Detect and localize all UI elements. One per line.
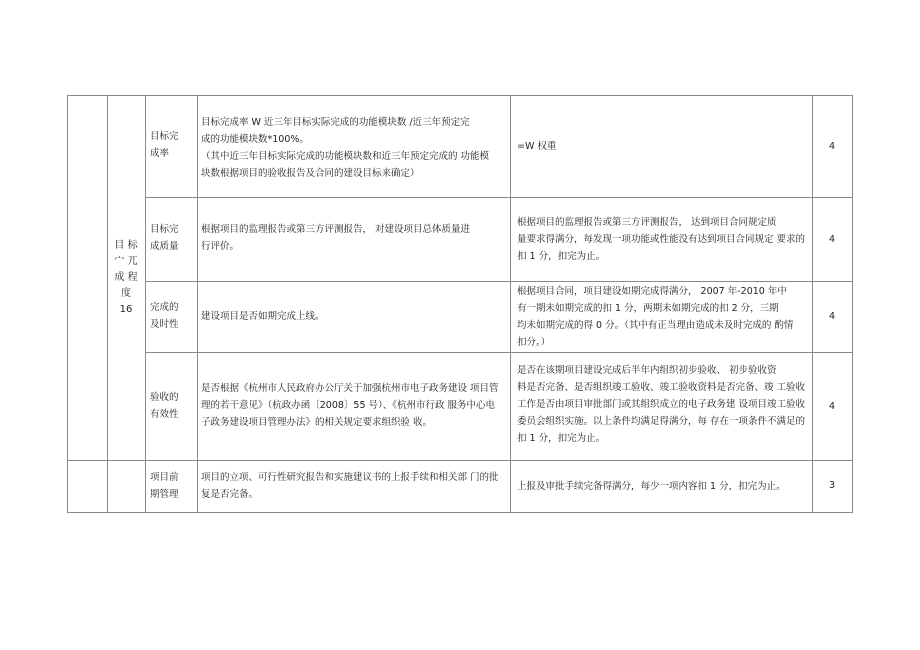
row-divider (145, 197, 853, 198)
item-name: 完成的 及时性 (150, 302, 179, 330)
table-border-right (852, 95, 853, 513)
table-border-bottom (67, 512, 853, 513)
item-name: 目标完 成质量 (150, 224, 179, 252)
table-border-left (67, 95, 68, 513)
section-name-line: 度 (121, 288, 131, 299)
col-divider (145, 95, 146, 513)
item-name: 项目前 期管理 (150, 472, 179, 500)
table-border-top (67, 95, 853, 96)
item-content: 目标完成率 W 近三年目标实际完成的功能模块数 /近三年预定完 成的功能模块数*100%。 （其中近三年目标实际完成的功能模块数和近三年预定完成的 功能模 块数根据项目的验收报告及合同的建设目标来确定） (201, 117, 490, 179)
section-name-line: 宀 兀 (114, 256, 138, 267)
scoring-criteria: =W 权重 (517, 141, 557, 152)
score-value: 3 (828, 480, 836, 491)
section-label (108, 238, 144, 318)
item-content: 根据项目的监理报告或第三方评测报告， 对建设项目总体质量进 行评价。 (201, 224, 471, 252)
section-points: 16 (119, 304, 133, 315)
item-content: 是否根据《杭州市人民政府办公厅关于加强杭州市电子政务建设 项目管 理的若干意见》（杭政办函〔2008〕55 号）、《杭州市行政 服务中心电 子政务建设项目管理办法》的相关规定要求组织验 收。 (201, 383, 499, 428)
scoring-criteria: 是否在该期项目建设完成后半年内组织初步验收、 初步验收资 料是否完备、是否组织竣工验收、竣工验收资料是否完备、竣 工验收 工作是否由项目审批部门或其组织成立的电子政务建 设项目竣工验收 委员会组织实施。以上条件均满足得满分，每 存在一项条件不满足的 扣 1 分，扣完为止。 (517, 365, 806, 444)
score-value: 4 (828, 141, 836, 152)
col-divider (197, 95, 198, 513)
item-name: 验收的 有效性 (150, 392, 179, 420)
score-value: 4 (828, 234, 836, 245)
scoring-criteria: 根据项目的监理报告或第三方评测报告， 达到项目合同规定质 量要求得满分，每发现一项功能或性能没有达到项目合同规定 要求的 扣 1 分，扣完为止。 (517, 217, 806, 262)
row-divider (67, 460, 853, 461)
scoring-criteria: 根据项目合同，项目建设如期完成得满分， 2007 年-2010 年中 有一期未如期完成的扣 1 分，两期未如期完成的扣 2 分，三期 均未如期完成的得 0 分。（其中有正当理由造成未及时完成的 酌情 扣分。） (517, 286, 794, 348)
item-content: 建设项目是否如期完成上线。 (201, 311, 325, 322)
section-name-line: 成 程 (114, 272, 138, 283)
item-name: 目标完 成率 (150, 131, 179, 159)
section-name-line: 目 标 (114, 240, 138, 251)
score-value: 4 (828, 401, 836, 412)
col-divider (510, 95, 511, 513)
row-divider (145, 352, 853, 353)
col-divider (812, 95, 813, 513)
row-divider (145, 281, 853, 282)
score-value: 4 (828, 311, 836, 322)
item-content: 项目的立项、可行性研究报告和实施建议书的上报手续和相关部 门的批 复是否完备。 (201, 472, 499, 500)
scoring-criteria: 上报及审批手续完备得满分，每少一项内容扣 1 分，扣完为止。 (517, 481, 786, 492)
